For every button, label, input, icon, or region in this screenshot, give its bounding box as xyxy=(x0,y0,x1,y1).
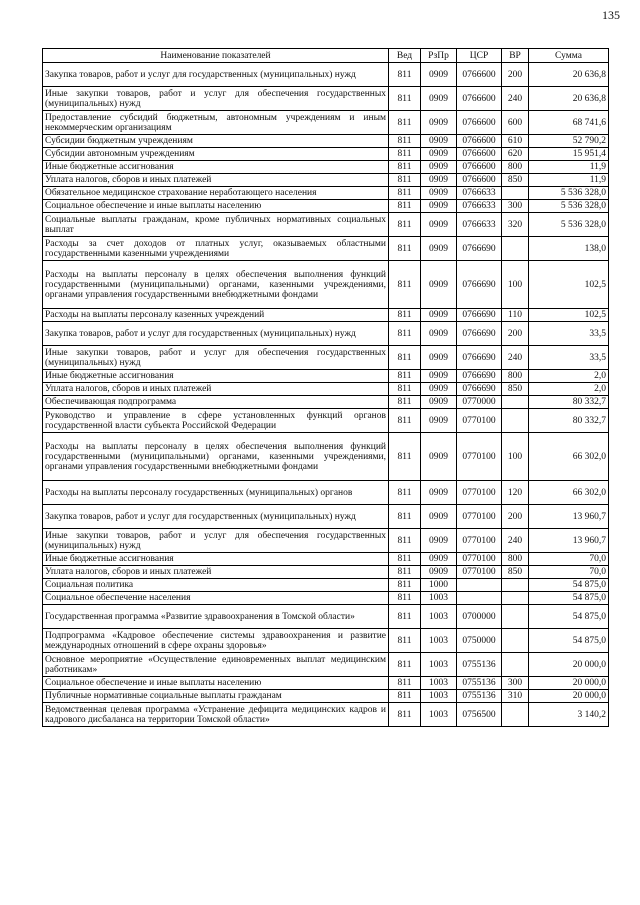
cell-ved: 811 xyxy=(389,690,421,703)
cell-csr: 0770100 xyxy=(457,505,502,529)
cell-ved: 811 xyxy=(389,653,421,677)
header-rzpr: РзПр xyxy=(421,49,457,63)
cell-ved: 811 xyxy=(389,200,421,213)
cell-ved: 811 xyxy=(389,135,421,148)
cell-sum: 68 741,6 xyxy=(529,111,609,135)
table-row xyxy=(43,370,609,383)
cell-name: Руководство и управление в сфере установленных функций органов государственной власти субъекта Российской Федерации xyxy=(43,409,389,433)
table-row xyxy=(43,690,609,703)
cell-sum: 15 951,4 xyxy=(529,148,609,161)
cell-ved: 811 xyxy=(389,213,421,237)
cell-name: Расходы за счет доходов от платных услуг, оказываемых областными государственными казенными учреждениями xyxy=(43,237,389,261)
cell-name: Публичные нормативные социальные выплаты гражданам xyxy=(43,690,389,703)
cell-rzpr: 0909 xyxy=(421,566,457,579)
cell-rzpr: 0909 xyxy=(421,187,457,200)
cell-ved: 811 xyxy=(389,409,421,433)
cell-vr: 200 xyxy=(502,322,529,346)
cell-sum: 3 140,2 xyxy=(529,703,609,727)
cell-sum: 54 875,0 xyxy=(529,605,609,629)
cell-vr: 800 xyxy=(502,161,529,174)
cell-rzpr: 0909 xyxy=(421,63,457,87)
cell-ved: 811 xyxy=(389,346,421,370)
cell-ved: 811 xyxy=(389,433,421,481)
cell-rzpr: 1003 xyxy=(421,690,457,703)
cell-vr xyxy=(502,592,529,605)
cell-vr: 320 xyxy=(502,213,529,237)
cell-csr: 0755136 xyxy=(457,690,502,703)
page-number: 135 xyxy=(602,8,620,22)
cell-vr: 240 xyxy=(502,346,529,370)
cell-rzpr: 0909 xyxy=(421,346,457,370)
cell-ved: 811 xyxy=(389,161,421,174)
cell-csr: 0766600 xyxy=(457,174,502,187)
cell-csr: 0770100 xyxy=(457,553,502,566)
cell-ved: 811 xyxy=(389,481,421,505)
cell-csr: 0766690 xyxy=(457,370,502,383)
cell-ved: 811 xyxy=(389,529,421,553)
cell-vr: 100 xyxy=(502,433,529,481)
cell-vr: 240 xyxy=(502,87,529,111)
table-row xyxy=(43,383,609,396)
cell-vr: 800 xyxy=(502,553,529,566)
table-row xyxy=(43,63,609,87)
cell-ved: 811 xyxy=(389,566,421,579)
cell-vr: 300 xyxy=(502,677,529,690)
cell-vr xyxy=(502,237,529,261)
header-name: Наименование показателей xyxy=(43,49,389,63)
table-row xyxy=(43,409,609,433)
cell-name: Подпрограмма «Кадровое обеспечение системы здравоохранения и развитие международных отношений в сфере охраны здоровья» xyxy=(43,629,389,653)
cell-csr: 0770100 xyxy=(457,481,502,505)
cell-sum: 13 960,7 xyxy=(529,529,609,553)
cell-rzpr: 0909 xyxy=(421,200,457,213)
cell-vr: 800 xyxy=(502,370,529,383)
cell-name: Государственная программа «Развитие здравоохранения в Томской области» xyxy=(43,605,389,629)
cell-sum: 5 536 328,0 xyxy=(529,213,609,237)
cell-ved: 811 xyxy=(389,148,421,161)
cell-sum: 20 000,0 xyxy=(529,677,609,690)
cell-csr: 0766600 xyxy=(457,161,502,174)
cell-vr: 240 xyxy=(502,529,529,553)
cell-csr: 0766600 xyxy=(457,135,502,148)
cell-name: Закупка товаров, работ и услуг для государственных (муниципальных) нужд xyxy=(43,322,389,346)
cell-rzpr: 0909 xyxy=(421,481,457,505)
cell-sum: 80 332,7 xyxy=(529,409,609,433)
cell-name: Иные закупки товаров, работ и услуг для обеспечения государственных (муниципальных) нужд xyxy=(43,87,389,111)
header-sum: Сумма xyxy=(529,49,609,63)
table-row xyxy=(43,553,609,566)
cell-ved: 811 xyxy=(389,261,421,309)
cell-sum: 80 332,7 xyxy=(529,396,609,409)
cell-ved: 811 xyxy=(389,237,421,261)
cell-rzpr: 0909 xyxy=(421,148,457,161)
cell-csr: 0766633 xyxy=(457,213,502,237)
cell-vr: 100 xyxy=(502,261,529,309)
table-row xyxy=(43,433,609,481)
cell-sum: 54 875,0 xyxy=(529,579,609,592)
table-row xyxy=(43,529,609,553)
cell-name: Социальное обеспечение и иные выплаты населению xyxy=(43,677,389,690)
table-row xyxy=(43,346,609,370)
cell-vr: 850 xyxy=(502,174,529,187)
cell-name: Закупка товаров, работ и услуг для государственных (муниципальных) нужд xyxy=(43,505,389,529)
cell-vr: 120 xyxy=(502,481,529,505)
cell-ved: 811 xyxy=(389,605,421,629)
table-row xyxy=(43,87,609,111)
table-row xyxy=(43,111,609,135)
cell-csr: 0766690 xyxy=(457,261,502,309)
cell-name: Расходы на выплаты персоналу государственных (муниципальных) органов xyxy=(43,481,389,505)
cell-csr: 0755136 xyxy=(457,653,502,677)
cell-name: Расходы на выплаты персоналу в целях обеспечения выполнения функций государственными (муниципальными) органами, казенными учреждениями, органами управления государственными внебюджетными фондами xyxy=(43,433,389,481)
cell-sum: 20 636,8 xyxy=(529,63,609,87)
cell-ved: 811 xyxy=(389,629,421,653)
cell-name: Социальные выплаты гражданам, кроме публичных нормативных социальных выплат xyxy=(43,213,389,237)
cell-rzpr: 0909 xyxy=(421,161,457,174)
cell-rzpr: 1003 xyxy=(421,629,457,653)
cell-sum: 5 536 328,0 xyxy=(529,200,609,213)
cell-vr xyxy=(502,409,529,433)
header-ved: Вед xyxy=(389,49,421,63)
cell-rzpr: 0909 xyxy=(421,322,457,346)
table-row xyxy=(43,677,609,690)
cell-vr xyxy=(502,396,529,409)
cell-csr xyxy=(457,579,502,592)
cell-ved: 811 xyxy=(389,579,421,592)
cell-sum: 66 302,0 xyxy=(529,433,609,481)
cell-csr: 0756500 xyxy=(457,703,502,727)
table-row xyxy=(43,135,609,148)
table-row xyxy=(43,148,609,161)
cell-ved: 811 xyxy=(389,322,421,346)
cell-sum: 5 536 328,0 xyxy=(529,187,609,200)
cell-rzpr: 0909 xyxy=(421,433,457,481)
cell-ved: 811 xyxy=(389,505,421,529)
cell-vr: 300 xyxy=(502,200,529,213)
cell-vr xyxy=(502,187,529,200)
cell-name: Уплата налогов, сборов и иных платежей xyxy=(43,174,389,187)
cell-name: Субсидии автономным учреждениям xyxy=(43,148,389,161)
cell-name: Закупка товаров, работ и услуг для государственных (муниципальных) нужд xyxy=(43,63,389,87)
cell-csr: 0766633 xyxy=(457,187,502,200)
cell-ved: 811 xyxy=(389,187,421,200)
cell-name: Обязательное медицинское страхование неработающего населения xyxy=(43,187,389,200)
table-row xyxy=(43,592,609,605)
cell-rzpr: 0909 xyxy=(421,505,457,529)
cell-name: Предоставление субсидий бюджетным, автономным учреждениям и иным некоммерческим организациям xyxy=(43,111,389,135)
cell-ved: 811 xyxy=(389,703,421,727)
cell-csr: 0770100 xyxy=(457,566,502,579)
cell-rzpr: 1003 xyxy=(421,592,457,605)
cell-rzpr: 0909 xyxy=(421,409,457,433)
cell-rzpr: 0909 xyxy=(421,553,457,566)
table-row xyxy=(43,187,609,200)
table-row xyxy=(43,237,609,261)
cell-ved: 811 xyxy=(389,63,421,87)
cell-sum: 33,5 xyxy=(529,346,609,370)
cell-name: Социальное обеспечение населения xyxy=(43,592,389,605)
cell-vr xyxy=(502,629,529,653)
cell-vr xyxy=(502,703,529,727)
cell-ved: 811 xyxy=(389,309,421,322)
cell-rzpr: 1003 xyxy=(421,653,457,677)
cell-vr xyxy=(502,653,529,677)
cell-ved: 811 xyxy=(389,553,421,566)
cell-sum: 70,0 xyxy=(529,553,609,566)
cell-csr: 0766690 xyxy=(457,346,502,370)
cell-ved: 811 xyxy=(389,396,421,409)
cell-vr: 600 xyxy=(502,111,529,135)
cell-csr: 0766600 xyxy=(457,63,502,87)
cell-sum: 33,5 xyxy=(529,322,609,346)
cell-sum: 102,5 xyxy=(529,309,609,322)
cell-csr: 0766690 xyxy=(457,383,502,396)
table-row xyxy=(43,579,609,592)
cell-sum: 52 790,2 xyxy=(529,135,609,148)
table-row xyxy=(43,653,609,677)
table-row xyxy=(43,200,609,213)
table-row xyxy=(43,629,609,653)
cell-name: Иные бюджетные ассигнования xyxy=(43,553,389,566)
cell-vr: 610 xyxy=(502,135,529,148)
cell-rzpr: 1003 xyxy=(421,677,457,690)
cell-name: Иные закупки товаров, работ и услуг для обеспечения государственных (муниципальных) нужд xyxy=(43,529,389,553)
budget-table xyxy=(42,48,609,727)
cell-sum: 70,0 xyxy=(529,566,609,579)
cell-sum: 11,9 xyxy=(529,174,609,187)
cell-ved: 811 xyxy=(389,87,421,111)
cell-csr: 0770100 xyxy=(457,409,502,433)
cell-csr: 0755136 xyxy=(457,677,502,690)
cell-name: Расходы на выплаты персоналу в целях обеспечения выполнения функций государственными (муниципальными) органами, казенными учреждениями, органами управления государственными внебюджетными фондами xyxy=(43,261,389,309)
cell-name: Уплата налогов, сборов и иных платежей xyxy=(43,566,389,579)
cell-csr: 0766600 xyxy=(457,111,502,135)
cell-csr: 0766690 xyxy=(457,309,502,322)
cell-rzpr: 0909 xyxy=(421,135,457,148)
cell-name: Иные закупки товаров, работ и услуг для обеспечения государственных (муниципальных) нужд xyxy=(43,346,389,370)
cell-csr: 0770100 xyxy=(457,529,502,553)
cell-sum: 2,0 xyxy=(529,383,609,396)
cell-csr: 0770000 xyxy=(457,396,502,409)
header-csr: ЦСР xyxy=(457,49,502,63)
cell-rzpr: 0909 xyxy=(421,111,457,135)
header-vr: ВР xyxy=(502,49,529,63)
cell-sum: 102,5 xyxy=(529,261,609,309)
table-header-row xyxy=(43,49,609,63)
table-row xyxy=(43,566,609,579)
cell-csr: 0766690 xyxy=(457,322,502,346)
cell-vr: 110 xyxy=(502,309,529,322)
cell-ved: 811 xyxy=(389,111,421,135)
table-row xyxy=(43,703,609,727)
cell-rzpr: 1003 xyxy=(421,703,457,727)
cell-sum: 20 636,8 xyxy=(529,87,609,111)
cell-rzpr: 0909 xyxy=(421,87,457,111)
cell-csr: 0770100 xyxy=(457,433,502,481)
cell-rzpr: 0909 xyxy=(421,309,457,322)
cell-vr: 200 xyxy=(502,63,529,87)
cell-vr: 850 xyxy=(502,383,529,396)
cell-rzpr: 0909 xyxy=(421,213,457,237)
cell-ved: 811 xyxy=(389,174,421,187)
cell-ved: 811 xyxy=(389,677,421,690)
cell-sum: 20 000,0 xyxy=(529,653,609,677)
table-body xyxy=(43,63,609,727)
table-row xyxy=(43,322,609,346)
cell-rzpr: 0909 xyxy=(421,383,457,396)
cell-name: Социальная политика xyxy=(43,579,389,592)
cell-rzpr: 1003 xyxy=(421,605,457,629)
table-row xyxy=(43,174,609,187)
cell-csr: 0766600 xyxy=(457,87,502,111)
cell-vr xyxy=(502,605,529,629)
cell-name: Расходы на выплаты персоналу казенных учреждений xyxy=(43,309,389,322)
cell-sum: 66 302,0 xyxy=(529,481,609,505)
cell-sum: 11,9 xyxy=(529,161,609,174)
cell-rzpr: 0909 xyxy=(421,396,457,409)
cell-csr: 0766600 xyxy=(457,148,502,161)
table-row xyxy=(43,309,609,322)
cell-vr: 850 xyxy=(502,566,529,579)
cell-csr: 0766690 xyxy=(457,237,502,261)
cell-csr xyxy=(457,592,502,605)
table-row xyxy=(43,396,609,409)
cell-sum: 20 000,0 xyxy=(529,690,609,703)
cell-sum: 54 875,0 xyxy=(529,592,609,605)
cell-name: Иные бюджетные ассигнования xyxy=(43,161,389,174)
cell-sum: 138,0 xyxy=(529,237,609,261)
cell-rzpr: 0909 xyxy=(421,370,457,383)
cell-ved: 811 xyxy=(389,370,421,383)
cell-vr xyxy=(502,579,529,592)
cell-csr: 0750000 xyxy=(457,629,502,653)
cell-sum: 2,0 xyxy=(529,370,609,383)
cell-ved: 811 xyxy=(389,592,421,605)
cell-sum: 13 960,7 xyxy=(529,505,609,529)
table-row xyxy=(43,161,609,174)
cell-csr: 0766633 xyxy=(457,200,502,213)
cell-vr: 620 xyxy=(502,148,529,161)
cell-name: Субсидии бюджетным учреждениям xyxy=(43,135,389,148)
cell-ved: 811 xyxy=(389,383,421,396)
cell-name: Ведомственная целевая программа «Устранение дефицита медицинских кадров и кадрового дисбаланса на территории Томской области» xyxy=(43,703,389,727)
cell-name: Обеспечивающая подпрограмма xyxy=(43,396,389,409)
cell-rzpr: 0909 xyxy=(421,529,457,553)
cell-name: Уплата налогов, сборов и иных платежей xyxy=(43,383,389,396)
cell-vr: 200 xyxy=(502,505,529,529)
table-row xyxy=(43,481,609,505)
cell-rzpr: 1000 xyxy=(421,579,457,592)
cell-rzpr: 0909 xyxy=(421,174,457,187)
cell-csr: 0700000 xyxy=(457,605,502,629)
table-row xyxy=(43,505,609,529)
table-row xyxy=(43,261,609,309)
table-row xyxy=(43,605,609,629)
cell-sum: 54 875,0 xyxy=(529,629,609,653)
cell-name: Основное мероприятие «Осуществление единовременных выплат медицинским работникам» xyxy=(43,653,389,677)
cell-vr: 310 xyxy=(502,690,529,703)
table-row xyxy=(43,213,609,237)
cell-rzpr: 0909 xyxy=(421,237,457,261)
cell-rzpr: 0909 xyxy=(421,261,457,309)
cell-name: Социальное обеспечение и иные выплаты населению xyxy=(43,200,389,213)
cell-name: Иные бюджетные ассигнования xyxy=(43,370,389,383)
